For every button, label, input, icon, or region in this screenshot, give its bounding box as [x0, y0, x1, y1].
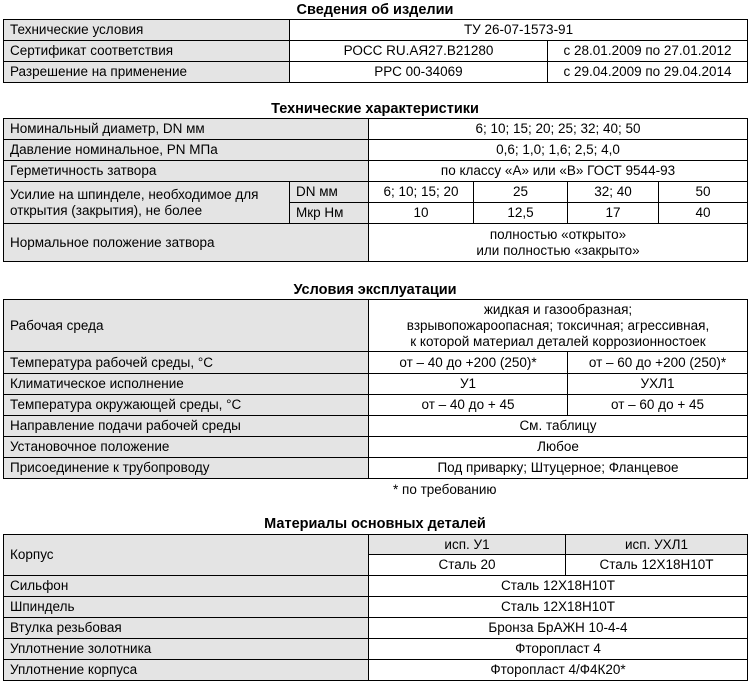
row-label: Корпус — [4, 535, 369, 576]
header-uhl1: исп. УХЛ1 — [566, 535, 748, 555]
torque-value: 40 — [659, 203, 748, 224]
dn-value: 50 — [659, 182, 748, 203]
row-label: Климатическое исполнение — [4, 374, 369, 395]
value-uhl1: УХЛ1 — [568, 374, 748, 395]
section-title-tech-specs: Технические характеристики — [271, 101, 479, 117]
row-period: с 29.04.2009 по 29.04.2014 — [548, 62, 748, 83]
dn-value: 6; 10; 15; 20 — [369, 182, 474, 203]
table-row — [4, 395, 748, 416]
row-label: Сертификат соответствия — [4, 41, 290, 62]
table-row — [4, 437, 748, 458]
value-uhl1: от – 60 до +200 (250)* — [568, 352, 748, 374]
table-row — [4, 374, 748, 395]
table-row — [4, 352, 748, 374]
table-row — [4, 140, 748, 161]
section-title-product-info: Сведения об изделии — [296, 2, 454, 18]
section-title-materials: Материалы основных деталей — [264, 516, 486, 532]
row-label: Усилие на шпинделе, необходимое для открытия (закрытия), не более — [4, 182, 290, 224]
row-label: Направление подачи рабочей среды — [4, 416, 369, 437]
value-uhl1: от – 60 до + 45 — [568, 395, 748, 416]
row-label: Технические условия — [4, 20, 290, 41]
footnote: * по требованию — [393, 482, 497, 497]
tech-specs-table — [3, 118, 748, 262]
row-value: ТУ 26-07-1573-91 — [290, 20, 748, 41]
table-row — [4, 660, 748, 681]
value-u1: от – 40 до +200 (250)* — [369, 352, 568, 374]
table-row — [4, 41, 748, 62]
value-line: взрывопожароопасная; токсичная; агрессивная, — [406, 317, 710, 333]
materials-table — [3, 534, 748, 681]
dn-value: 32; 40 — [568, 182, 659, 203]
value-u1: У1 — [369, 374, 568, 395]
table-row — [4, 20, 748, 41]
table-row — [4, 224, 748, 262]
dn-value: 25 — [474, 182, 568, 203]
value-u1: от – 40 до + 45 — [369, 395, 568, 416]
torque-value: 17 — [568, 203, 659, 224]
row-label: Номинальный диаметр, DN мм — [4, 119, 369, 140]
section-title-operating-conditions: Условия эксплуатации — [293, 282, 457, 298]
table-row — [4, 161, 748, 182]
row-period: с 28.01.2009 по 27.01.2012 — [548, 41, 748, 62]
table-row — [4, 416, 748, 437]
value-uhl1: Сталь 12Х18Н10Т — [566, 555, 748, 576]
table-row — [4, 62, 748, 83]
torque-value: 12,5 — [474, 203, 568, 224]
row-value — [369, 224, 748, 262]
row-label: Разрешение на применение — [4, 62, 290, 83]
table-row — [4, 597, 748, 618]
row-value: Любое — [369, 437, 748, 458]
row-value: РРС 00-34069 — [290, 62, 548, 83]
value-line: к которой материал деталей коррозионностоек — [410, 333, 706, 349]
table-row — [4, 119, 748, 140]
row-label: Уплотнение корпуса — [4, 660, 369, 681]
row-label: Втулка резьбовая — [4, 618, 369, 639]
table-row — [4, 182, 748, 203]
row-label: Сильфон — [4, 576, 369, 597]
product-info-table — [3, 19, 748, 83]
row-value: 0,6; 1,0; 1,6; 2,5; 4,0 — [369, 140, 748, 161]
operating-conditions-table — [3, 299, 748, 479]
table-row — [4, 458, 748, 479]
row-value: Фторопласт 4 — [369, 639, 748, 660]
header-u1: исп. У1 — [369, 535, 566, 555]
value-line: жидкая и газообразная; — [483, 301, 633, 317]
row-value: Сталь 12Х18Н10Т — [369, 576, 748, 597]
dn-unit-label: DN мм — [290, 182, 369, 203]
row-label: Давление номинальное, PN МПа — [4, 140, 369, 161]
torque-value: 10 — [369, 203, 474, 224]
row-value: по классу «А» или «В» ГОСТ 9544-93 — [369, 161, 748, 182]
row-value: Сталь 12Х18Н10Т — [369, 597, 748, 618]
table-row — [4, 535, 748, 555]
row-label: Уплотнение золотника — [4, 639, 369, 660]
table-row — [4, 576, 748, 597]
row-value: 6; 10; 15; 20; 25; 32; 40; 50 — [369, 119, 748, 140]
table-row — [4, 618, 748, 639]
value-line: или полностью «закрыто» — [476, 242, 640, 258]
torque-unit-label: Мкр Нм — [290, 203, 369, 224]
row-label: Присоединение к трубопроводу — [4, 458, 369, 479]
row-value: Фторопласт 4/Ф4К20* — [369, 660, 748, 681]
row-value: Бронза БрАЖН 10-4-4 — [369, 618, 748, 639]
row-value — [369, 300, 748, 352]
row-value: РОСС RU.АЯ27.В21280 — [290, 41, 548, 62]
row-label: Нормальное положение затвора — [4, 224, 369, 262]
table-row — [4, 639, 748, 660]
value-line: полностью «открыто» — [489, 226, 627, 242]
row-value: См. таблицу — [369, 416, 748, 437]
row-label: Рабочая среда — [4, 300, 369, 352]
row-label: Герметичность затвора — [4, 161, 369, 182]
row-label: Шпиндель — [4, 597, 369, 618]
row-label: Установочное положение — [4, 437, 369, 458]
table-row — [4, 300, 748, 352]
row-value: Под приварку; Штуцерное; Фланцевое — [369, 458, 748, 479]
value-u1: Сталь 20 — [369, 555, 566, 576]
row-label: Температура рабочей среды, °С — [4, 352, 369, 374]
row-label: Температура окружающей среды, °С — [4, 395, 369, 416]
